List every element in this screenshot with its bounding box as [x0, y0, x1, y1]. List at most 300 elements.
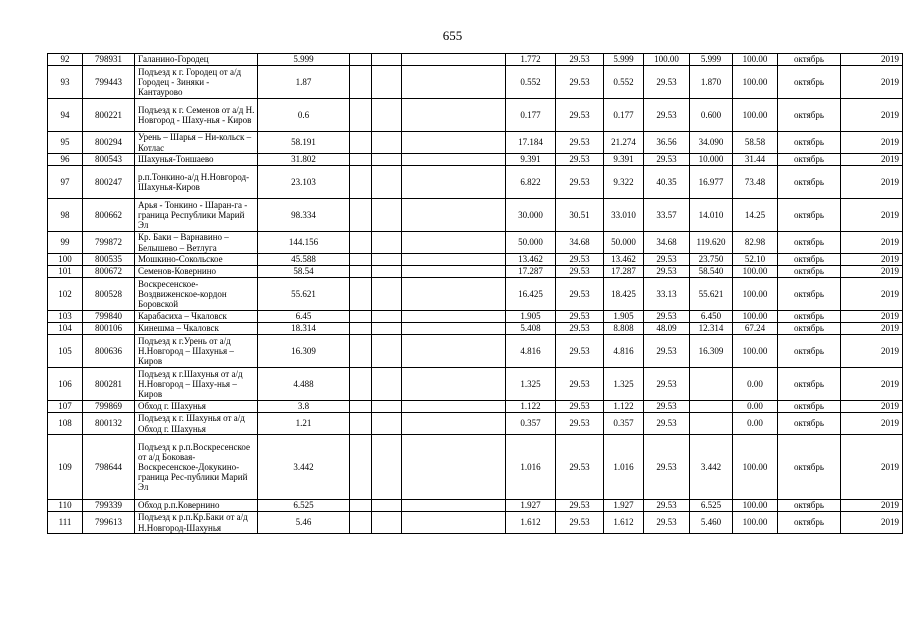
value-2-cell: 5.999	[604, 54, 644, 66]
road-name-cell: Обход г. Шахунья	[135, 401, 258, 413]
value-3-cell	[690, 413, 733, 435]
empty-cell	[372, 154, 402, 166]
row-number-cell: 99	[48, 232, 83, 254]
table-row	[48, 154, 903, 166]
percent-3-cell: 100.00	[733, 311, 778, 323]
row-number-cell: 97	[48, 166, 83, 199]
empty-cell	[350, 311, 372, 323]
percent-3-cell: 14.25	[733, 199, 778, 232]
road-name-cell: Кр. Баки – Варнавино – Белышево – Ветлуга	[135, 232, 258, 254]
road-code-cell: 798931	[83, 54, 135, 66]
month-cell: октябрь	[778, 166, 841, 199]
year-cell: 2019	[841, 54, 903, 66]
road-length-cell: 3.442	[258, 435, 350, 500]
percent-3-cell: 82.98	[733, 232, 778, 254]
percent-2-cell: 33.13	[644, 278, 690, 311]
table-row	[48, 199, 903, 232]
road-name-cell: Урень – Шарья – Ни-кольск – Котлас	[135, 132, 258, 154]
percent-3-cell: 67.24	[733, 323, 778, 335]
empty-cell	[372, 232, 402, 254]
year-cell: 2019	[841, 401, 903, 413]
year-cell: 2019	[841, 266, 903, 278]
empty-cell	[402, 435, 506, 500]
road-length-cell: 18.314	[258, 323, 350, 335]
road-name-cell: Шахунья-Тоншаево	[135, 154, 258, 166]
road-length-cell: 6.45	[258, 311, 350, 323]
empty-cell	[350, 66, 372, 99]
percent-3-cell: 100.00	[733, 66, 778, 99]
percent-2-cell: 29.53	[644, 266, 690, 278]
percent-2-cell: 29.53	[644, 66, 690, 99]
road-name-cell: Карабасиха – Чкаловск	[135, 311, 258, 323]
value-3-cell: 6.525	[690, 500, 733, 512]
road-length-cell: 144.156	[258, 232, 350, 254]
empty-cell	[402, 232, 506, 254]
empty-cell	[372, 132, 402, 154]
year-cell: 2019	[841, 435, 903, 500]
value-1-cell: 1.016	[506, 435, 556, 500]
month-cell: октябрь	[778, 435, 841, 500]
empty-cell	[372, 335, 402, 368]
percent-1-cell: 29.53	[556, 512, 604, 534]
road-code-cell: 800672	[83, 266, 135, 278]
percent-1-cell: 29.53	[556, 413, 604, 435]
empty-cell	[350, 254, 372, 266]
value-2-cell: 8.808	[604, 323, 644, 335]
empty-cell	[350, 154, 372, 166]
percent-2-cell: 29.53	[644, 335, 690, 368]
empty-cell	[350, 266, 372, 278]
percent-2-cell: 29.53	[644, 254, 690, 266]
percent-3-cell: 52.10	[733, 254, 778, 266]
table-row	[48, 401, 903, 413]
row-number-cell: 92	[48, 54, 83, 66]
empty-cell	[372, 512, 402, 534]
road-length-cell: 3.8	[258, 401, 350, 413]
percent-1-cell: 29.53	[556, 368, 604, 401]
road-length-cell: 55.621	[258, 278, 350, 311]
year-cell: 2019	[841, 413, 903, 435]
road-code-cell: 799443	[83, 66, 135, 99]
road-code-cell: 800132	[83, 413, 135, 435]
road-code-cell: 800528	[83, 278, 135, 311]
empty-cell	[402, 335, 506, 368]
table-row	[48, 266, 903, 278]
table-row	[48, 66, 903, 99]
value-1-cell: 30.000	[506, 199, 556, 232]
value-3-cell: 55.621	[690, 278, 733, 311]
percent-1-cell: 29.53	[556, 166, 604, 199]
percent-2-cell: 100.00	[644, 54, 690, 66]
value-2-cell: 33.010	[604, 199, 644, 232]
road-length-cell: 16.309	[258, 335, 350, 368]
value-1-cell: 13.462	[506, 254, 556, 266]
month-cell: октябрь	[778, 335, 841, 368]
empty-cell	[402, 66, 506, 99]
value-3-cell: 0.600	[690, 99, 733, 132]
value-3-cell: 5.460	[690, 512, 733, 534]
road-name-cell: Воскресенское-Воздвиженское-кордон Боровской	[135, 278, 258, 311]
row-number-cell: 111	[48, 512, 83, 534]
page-number: 655	[442, 28, 463, 43]
empty-cell	[350, 99, 372, 132]
percent-2-cell: 29.53	[644, 512, 690, 534]
empty-cell	[372, 500, 402, 512]
empty-cell	[402, 166, 506, 199]
value-2-cell: 1.612	[604, 512, 644, 534]
empty-cell	[350, 232, 372, 254]
empty-cell	[402, 512, 506, 534]
month-cell: октябрь	[778, 323, 841, 335]
percent-3-cell: 100.00	[733, 512, 778, 534]
month-cell: октябрь	[778, 413, 841, 435]
percent-1-cell: 29.53	[556, 311, 604, 323]
percent-3-cell: 100.00	[733, 335, 778, 368]
table-row	[48, 435, 903, 500]
percent-2-cell: 29.53	[644, 413, 690, 435]
percent-3-cell: 100.00	[733, 500, 778, 512]
value-1-cell: 50.000	[506, 232, 556, 254]
empty-cell	[372, 254, 402, 266]
percent-2-cell: 29.53	[644, 368, 690, 401]
road-code-cell: 800636	[83, 335, 135, 368]
month-cell: октябрь	[778, 311, 841, 323]
empty-cell	[350, 401, 372, 413]
road-code-cell: 799872	[83, 232, 135, 254]
percent-2-cell: 36.56	[644, 132, 690, 154]
value-2-cell: 1.016	[604, 435, 644, 500]
road-name-cell: Подъезд к г.Урень от а/д Н.Новгород – Шахунья – Киров	[135, 335, 258, 368]
empty-cell	[402, 132, 506, 154]
road-code-cell: 800221	[83, 99, 135, 132]
empty-cell	[402, 413, 506, 435]
value-3-cell: 16.309	[690, 335, 733, 368]
value-3-cell: 58.540	[690, 266, 733, 278]
value-3-cell: 34.090	[690, 132, 733, 154]
road-code-cell: 799840	[83, 311, 135, 323]
value-3-cell: 10.000	[690, 154, 733, 166]
road-code-cell: 800543	[83, 154, 135, 166]
road-code-cell: 800662	[83, 199, 135, 232]
row-number-cell: 100	[48, 254, 83, 266]
value-1-cell: 17.287	[506, 266, 556, 278]
empty-cell	[372, 323, 402, 335]
table-row	[48, 413, 903, 435]
road-length-cell: 1.87	[258, 66, 350, 99]
empty-cell	[372, 401, 402, 413]
empty-cell	[402, 323, 506, 335]
row-number-cell: 103	[48, 311, 83, 323]
year-cell: 2019	[841, 232, 903, 254]
road-name-cell: Подъезд к р.п.Воскресенское от а/д Боковая-Воскресенское-Докукино-граница Рес-публики Марий Эл	[135, 435, 258, 500]
year-cell: 2019	[841, 500, 903, 512]
year-cell: 2019	[841, 166, 903, 199]
value-3-cell	[690, 368, 733, 401]
table-row	[48, 54, 903, 66]
table-body	[48, 54, 903, 534]
year-cell: 2019	[841, 368, 903, 401]
empty-cell	[350, 54, 372, 66]
road-name-cell: Подъезд к г. Городец от а/д Городец - Зиняки - Кантаурово	[135, 66, 258, 99]
empty-cell	[350, 132, 372, 154]
percent-1-cell: 29.53	[556, 500, 604, 512]
year-cell: 2019	[841, 323, 903, 335]
road-name-cell: Арья - Тонкино - Шаран-га - граница Республики Марий Эл	[135, 199, 258, 232]
empty-cell	[402, 154, 506, 166]
empty-cell	[402, 266, 506, 278]
value-1-cell: 1.772	[506, 54, 556, 66]
value-1-cell: 5.408	[506, 323, 556, 335]
road-name-cell: Подъезд к г.Шахунья от а/д Н.Новгород – Шаху-нья – Киров	[135, 368, 258, 401]
empty-cell	[402, 401, 506, 413]
value-3-cell: 1.870	[690, 66, 733, 99]
empty-cell	[402, 199, 506, 232]
percent-3-cell: 100.00	[733, 278, 778, 311]
road-code-cell: 799613	[83, 512, 135, 534]
percent-1-cell: 29.53	[556, 401, 604, 413]
road-length-cell: 98.334	[258, 199, 350, 232]
percent-2-cell: 40.35	[644, 166, 690, 199]
percent-1-cell: 29.53	[556, 54, 604, 66]
row-number-cell: 110	[48, 500, 83, 512]
year-cell: 2019	[841, 154, 903, 166]
value-2-cell: 9.391	[604, 154, 644, 166]
value-1-cell: 17.184	[506, 132, 556, 154]
percent-2-cell: 34.68	[644, 232, 690, 254]
month-cell: октябрь	[778, 254, 841, 266]
value-2-cell: 13.462	[604, 254, 644, 266]
road-length-cell: 58.191	[258, 132, 350, 154]
empty-cell	[402, 311, 506, 323]
road-name-cell: р.п.Тонкино-а/д Н.Новгород-Шахунья-Киров	[135, 166, 258, 199]
percent-2-cell: 29.53	[644, 99, 690, 132]
value-3-cell: 12.314	[690, 323, 733, 335]
empty-cell	[372, 199, 402, 232]
percent-1-cell: 29.53	[556, 278, 604, 311]
road-code-cell: 800294	[83, 132, 135, 154]
value-1-cell: 6.822	[506, 166, 556, 199]
percent-2-cell: 33.57	[644, 199, 690, 232]
percent-1-cell: 29.53	[556, 66, 604, 99]
value-2-cell: 0.177	[604, 99, 644, 132]
table-row	[48, 512, 903, 534]
row-number-cell: 93	[48, 66, 83, 99]
value-2-cell: 1.325	[604, 368, 644, 401]
table-row	[48, 335, 903, 368]
value-2-cell: 0.552	[604, 66, 644, 99]
value-1-cell: 0.357	[506, 413, 556, 435]
table-row	[48, 368, 903, 401]
road-length-cell: 4.488	[258, 368, 350, 401]
road-name-cell: Подъезд к г. Семенов от а/д Н. Новгород - Шаху-нья - Киров	[135, 99, 258, 132]
empty-cell	[402, 500, 506, 512]
percent-1-cell: 29.53	[556, 132, 604, 154]
year-cell: 2019	[841, 132, 903, 154]
value-1-cell: 1.325	[506, 368, 556, 401]
value-3-cell	[690, 401, 733, 413]
road-code-cell: 800281	[83, 368, 135, 401]
value-1-cell: 1.612	[506, 512, 556, 534]
month-cell: октябрь	[778, 54, 841, 66]
percent-1-cell: 29.53	[556, 154, 604, 166]
table-row	[48, 500, 903, 512]
road-length-cell: 5.46	[258, 512, 350, 534]
empty-cell	[350, 199, 372, 232]
road-name-cell: Подъезд к г. Шахунья от а/д Обход г. Шахунья	[135, 413, 258, 435]
value-2-cell: 9.322	[604, 166, 644, 199]
value-2-cell: 4.816	[604, 335, 644, 368]
road-length-cell: 58.54	[258, 266, 350, 278]
road-name-cell: Мошкино-Сокольское	[135, 254, 258, 266]
percent-3-cell: 0.00	[733, 401, 778, 413]
road-length-cell: 23.103	[258, 166, 350, 199]
value-1-cell: 1.122	[506, 401, 556, 413]
table-row	[48, 278, 903, 311]
roads-table	[47, 53, 903, 534]
road-code-cell: 799869	[83, 401, 135, 413]
empty-cell	[350, 435, 372, 500]
road-code-cell: 800247	[83, 166, 135, 199]
row-number-cell: 102	[48, 278, 83, 311]
percent-1-cell: 29.53	[556, 99, 604, 132]
year-cell: 2019	[841, 66, 903, 99]
empty-cell	[372, 368, 402, 401]
value-3-cell: 16.977	[690, 166, 733, 199]
value-1-cell: 9.391	[506, 154, 556, 166]
month-cell: октябрь	[778, 401, 841, 413]
value-1-cell: 4.816	[506, 335, 556, 368]
percent-3-cell: 100.00	[733, 54, 778, 66]
percent-1-cell: 29.53	[556, 335, 604, 368]
percent-3-cell: 0.00	[733, 368, 778, 401]
percent-2-cell: 29.53	[644, 500, 690, 512]
value-2-cell: 18.425	[604, 278, 644, 311]
empty-cell	[372, 266, 402, 278]
year-cell: 2019	[841, 278, 903, 311]
empty-cell	[372, 278, 402, 311]
percent-1-cell: 29.53	[556, 254, 604, 266]
value-2-cell: 50.000	[604, 232, 644, 254]
row-number-cell: 101	[48, 266, 83, 278]
month-cell: октябрь	[778, 199, 841, 232]
road-code-cell: 800535	[83, 254, 135, 266]
empty-cell	[350, 500, 372, 512]
value-3-cell: 3.442	[690, 435, 733, 500]
empty-cell	[350, 323, 372, 335]
row-number-cell: 108	[48, 413, 83, 435]
road-name-cell: Галанино-Городец	[135, 54, 258, 66]
empty-cell	[350, 512, 372, 534]
percent-3-cell: 31.44	[733, 154, 778, 166]
year-cell: 2019	[841, 99, 903, 132]
year-cell: 2019	[841, 512, 903, 534]
month-cell: октябрь	[778, 154, 841, 166]
percent-1-cell: 30.51	[556, 199, 604, 232]
year-cell: 2019	[841, 199, 903, 232]
row-number-cell: 95	[48, 132, 83, 154]
percent-3-cell: 0.00	[733, 413, 778, 435]
row-number-cell: 94	[48, 99, 83, 132]
percent-2-cell: 29.53	[644, 154, 690, 166]
percent-3-cell: 100.00	[733, 99, 778, 132]
road-name-cell: Семенов-Ковернино	[135, 266, 258, 278]
percent-2-cell: 29.53	[644, 311, 690, 323]
empty-cell	[350, 368, 372, 401]
empty-cell	[350, 413, 372, 435]
empty-cell	[402, 278, 506, 311]
percent-1-cell: 29.53	[556, 266, 604, 278]
percent-3-cell: 58.58	[733, 132, 778, 154]
table-row	[48, 99, 903, 132]
value-1-cell: 1.905	[506, 311, 556, 323]
percent-1-cell: 29.53	[556, 323, 604, 335]
month-cell: октябрь	[778, 500, 841, 512]
year-cell: 2019	[841, 335, 903, 368]
row-number-cell: 105	[48, 335, 83, 368]
value-1-cell: 1.927	[506, 500, 556, 512]
month-cell: октябрь	[778, 232, 841, 254]
percent-3-cell: 100.00	[733, 266, 778, 278]
value-2-cell: 21.274	[604, 132, 644, 154]
value-1-cell: 0.552	[506, 66, 556, 99]
empty-cell	[402, 54, 506, 66]
value-3-cell: 6.450	[690, 311, 733, 323]
table-row	[48, 232, 903, 254]
empty-cell	[372, 311, 402, 323]
table-row	[48, 311, 903, 323]
percent-2-cell: 29.53	[644, 401, 690, 413]
value-3-cell: 23.750	[690, 254, 733, 266]
percent-1-cell: 34.68	[556, 232, 604, 254]
road-length-cell: 5.999	[258, 54, 350, 66]
value-3-cell: 119.620	[690, 232, 733, 254]
month-cell: октябрь	[778, 512, 841, 534]
month-cell: октябрь	[778, 278, 841, 311]
value-3-cell: 5.999	[690, 54, 733, 66]
table-row	[48, 323, 903, 335]
road-code-cell: 800106	[83, 323, 135, 335]
road-code-cell: 799339	[83, 500, 135, 512]
row-number-cell: 96	[48, 154, 83, 166]
empty-cell	[402, 368, 506, 401]
month-cell: октябрь	[778, 99, 841, 132]
percent-3-cell: 100.00	[733, 435, 778, 500]
empty-cell	[372, 66, 402, 99]
table-row	[48, 254, 903, 266]
empty-cell	[372, 54, 402, 66]
empty-cell	[372, 413, 402, 435]
row-number-cell: 104	[48, 323, 83, 335]
empty-cell	[350, 335, 372, 368]
percent-1-cell: 29.53	[556, 435, 604, 500]
value-1-cell: 0.177	[506, 99, 556, 132]
empty-cell	[350, 166, 372, 199]
year-cell: 2019	[841, 254, 903, 266]
table-row	[48, 132, 903, 154]
month-cell: октябрь	[778, 266, 841, 278]
road-length-cell: 31.802	[258, 154, 350, 166]
road-length-cell: 0.6	[258, 99, 350, 132]
road-name-cell: Кинешма – Чкаловск	[135, 323, 258, 335]
value-2-cell: 1.122	[604, 401, 644, 413]
value-2-cell: 1.927	[604, 500, 644, 512]
month-cell: октябрь	[778, 132, 841, 154]
empty-cell	[402, 99, 506, 132]
row-number-cell: 107	[48, 401, 83, 413]
percent-2-cell: 29.53	[644, 435, 690, 500]
empty-cell	[402, 254, 506, 266]
road-name-cell: Подъезд к р.п.Кр.Баки от а/д Н.Новгород-Шахунья	[135, 512, 258, 534]
